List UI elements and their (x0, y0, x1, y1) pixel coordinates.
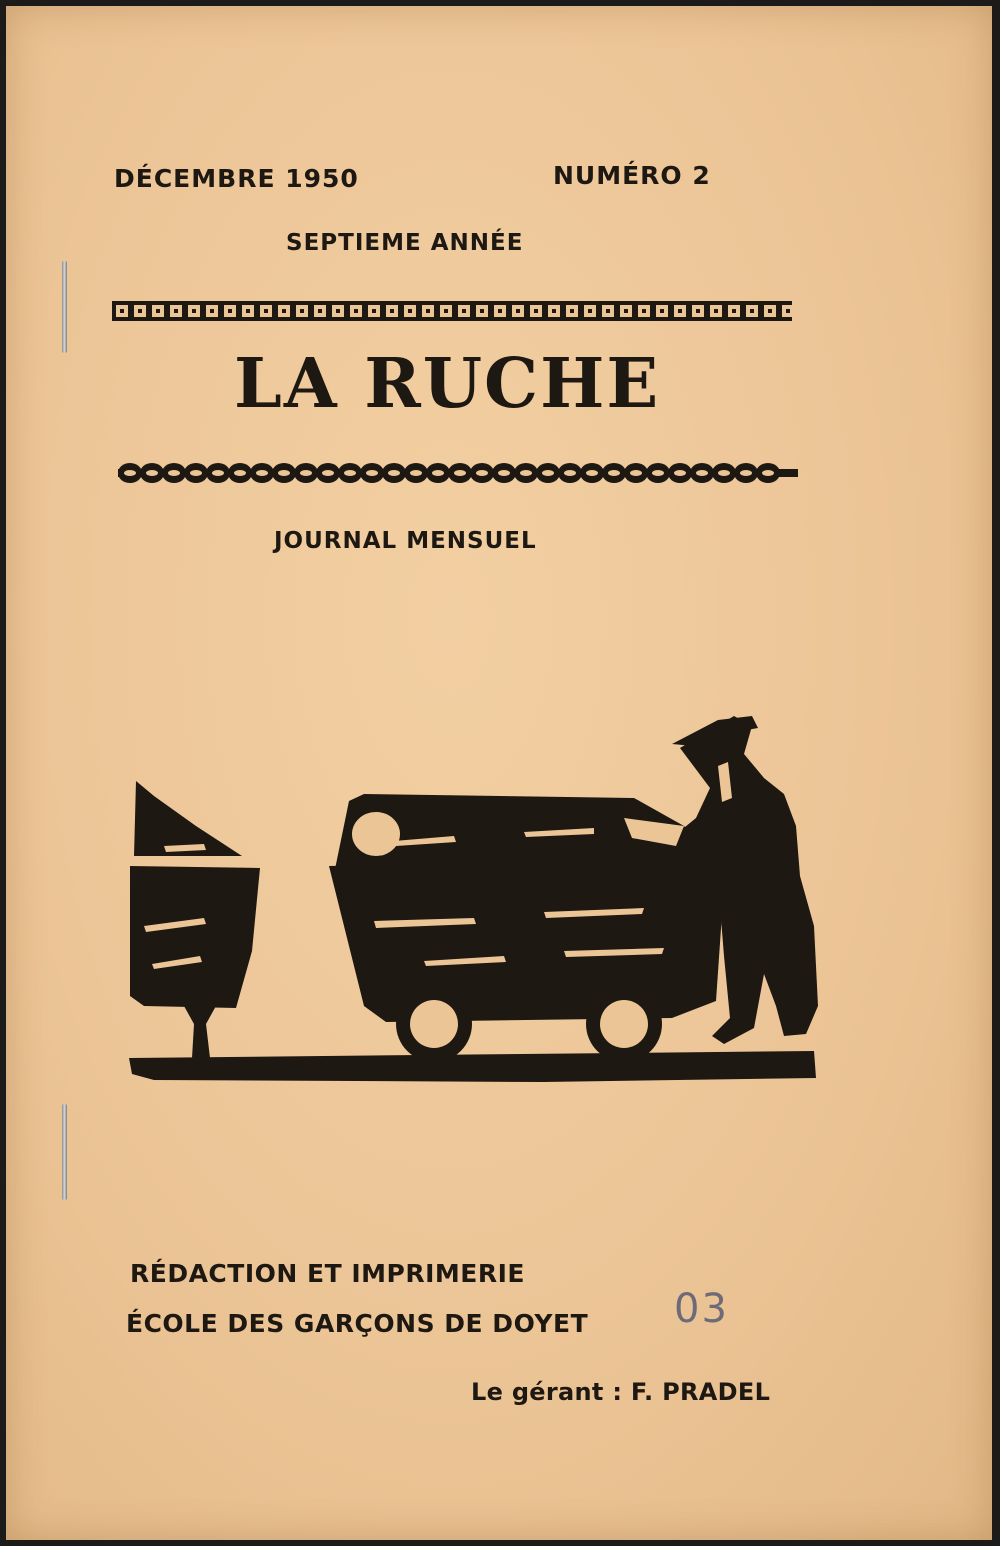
issue-number: NUMÉRO 2 (553, 161, 711, 190)
school-name: ÉCOLE DES GARÇONS DE DOYET (126, 1309, 589, 1338)
journal-title: LA RUCHE (234, 344, 661, 424)
editorial-line: RÉDACTION ET IMPRIMERIE (130, 1259, 525, 1288)
journal-subtitle: JOURNAL MENSUEL (274, 528, 537, 554)
publication-year: SEPTIEME ANNÉE (286, 230, 524, 256)
handwritten-reference: 03 (674, 1286, 729, 1332)
staple-top (62, 261, 67, 353)
miner-mine-cart-icon (124, 706, 824, 1096)
square-border-ornament (112, 298, 792, 324)
journal-cover (6, 6, 992, 1540)
chain-border-ornament (118, 456, 798, 490)
manager-credit: Le gérant : F. PRADEL (471, 1378, 771, 1406)
staple-bottom (62, 1104, 67, 1200)
issue-date: DÉCEMBRE 1950 (114, 164, 359, 193)
